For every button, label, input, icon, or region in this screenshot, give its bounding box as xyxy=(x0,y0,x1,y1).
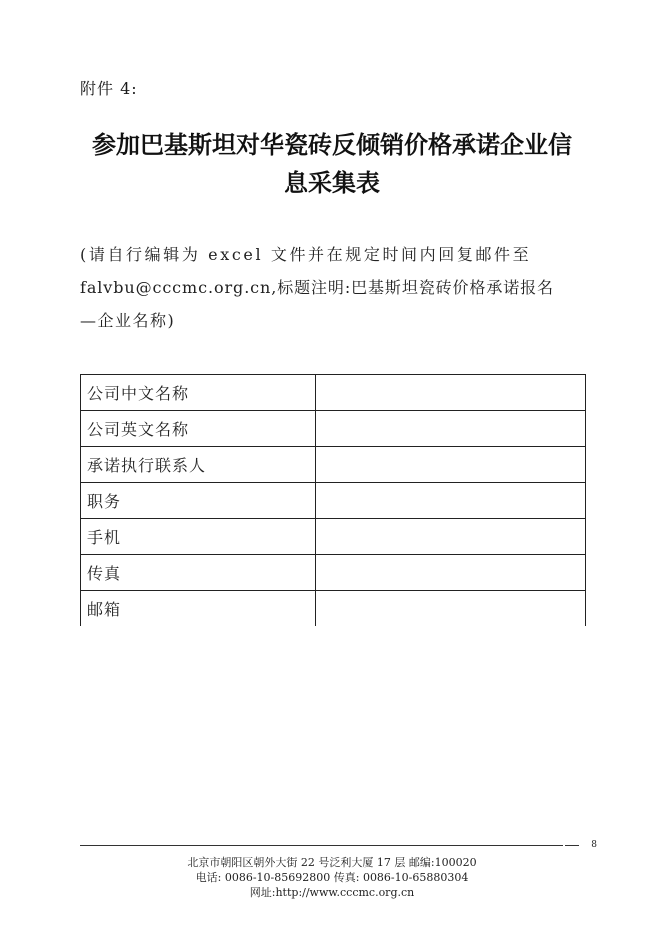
row-label-contact-person: 承诺执行联系人 xyxy=(81,447,316,483)
row-value-mobile xyxy=(316,519,586,555)
row-value-company-cn xyxy=(316,375,586,411)
page-number: 8 xyxy=(563,838,597,852)
note-line-2: falvbu@cccmc.org.cn,标题注明:巴基斯坦瓷砖价格承诺报名 xyxy=(80,278,554,297)
row-value-company-en xyxy=(316,411,586,447)
row-label-email: 邮箱 xyxy=(81,591,316,627)
title-line-1: 参加巴基斯坦对华瓷砖反倾销价格承诺企业信 xyxy=(92,131,572,159)
table-row xyxy=(81,411,586,447)
table-row xyxy=(81,375,586,411)
footer-address: 北京市朝阳区朝外大街 22 号泛利大厦 17 层 邮编:100020 xyxy=(187,856,477,869)
row-label-fax: 传真 xyxy=(81,555,316,591)
row-value-position xyxy=(316,483,586,519)
table-row xyxy=(81,591,586,627)
footer-website: 网址:http://www.cccmc.org.cn xyxy=(249,886,415,899)
table-row xyxy=(81,519,586,555)
footer-divider xyxy=(80,845,596,846)
row-label-mobile: 手机 xyxy=(81,519,316,555)
info-table xyxy=(80,374,586,626)
attachment-label: 附件 4: xyxy=(80,79,138,98)
page-footer xyxy=(60,855,604,900)
row-label-company-en: 公司英文名称 xyxy=(81,411,316,447)
note-line-1: (请自行编辑为 excel 文件并在规定时间内回复邮件至 xyxy=(80,245,532,264)
instruction-note xyxy=(80,238,586,337)
row-label-position: 职务 xyxy=(81,483,316,519)
table-row xyxy=(81,483,586,519)
table-row xyxy=(81,555,586,591)
row-value-email xyxy=(316,591,586,627)
row-label-company-cn: 公司中文名称 xyxy=(81,375,316,411)
footer-contact: 电话: 0086-10-85692800 传真: 0086-10-65880304 xyxy=(195,871,469,884)
row-value-contact-person xyxy=(316,447,586,483)
note-line-3: —企业名称) xyxy=(80,311,176,330)
row-value-fax xyxy=(316,555,586,591)
title-line-2: 息采集表 xyxy=(284,169,380,197)
document-title xyxy=(60,126,604,202)
table-row xyxy=(81,447,586,483)
